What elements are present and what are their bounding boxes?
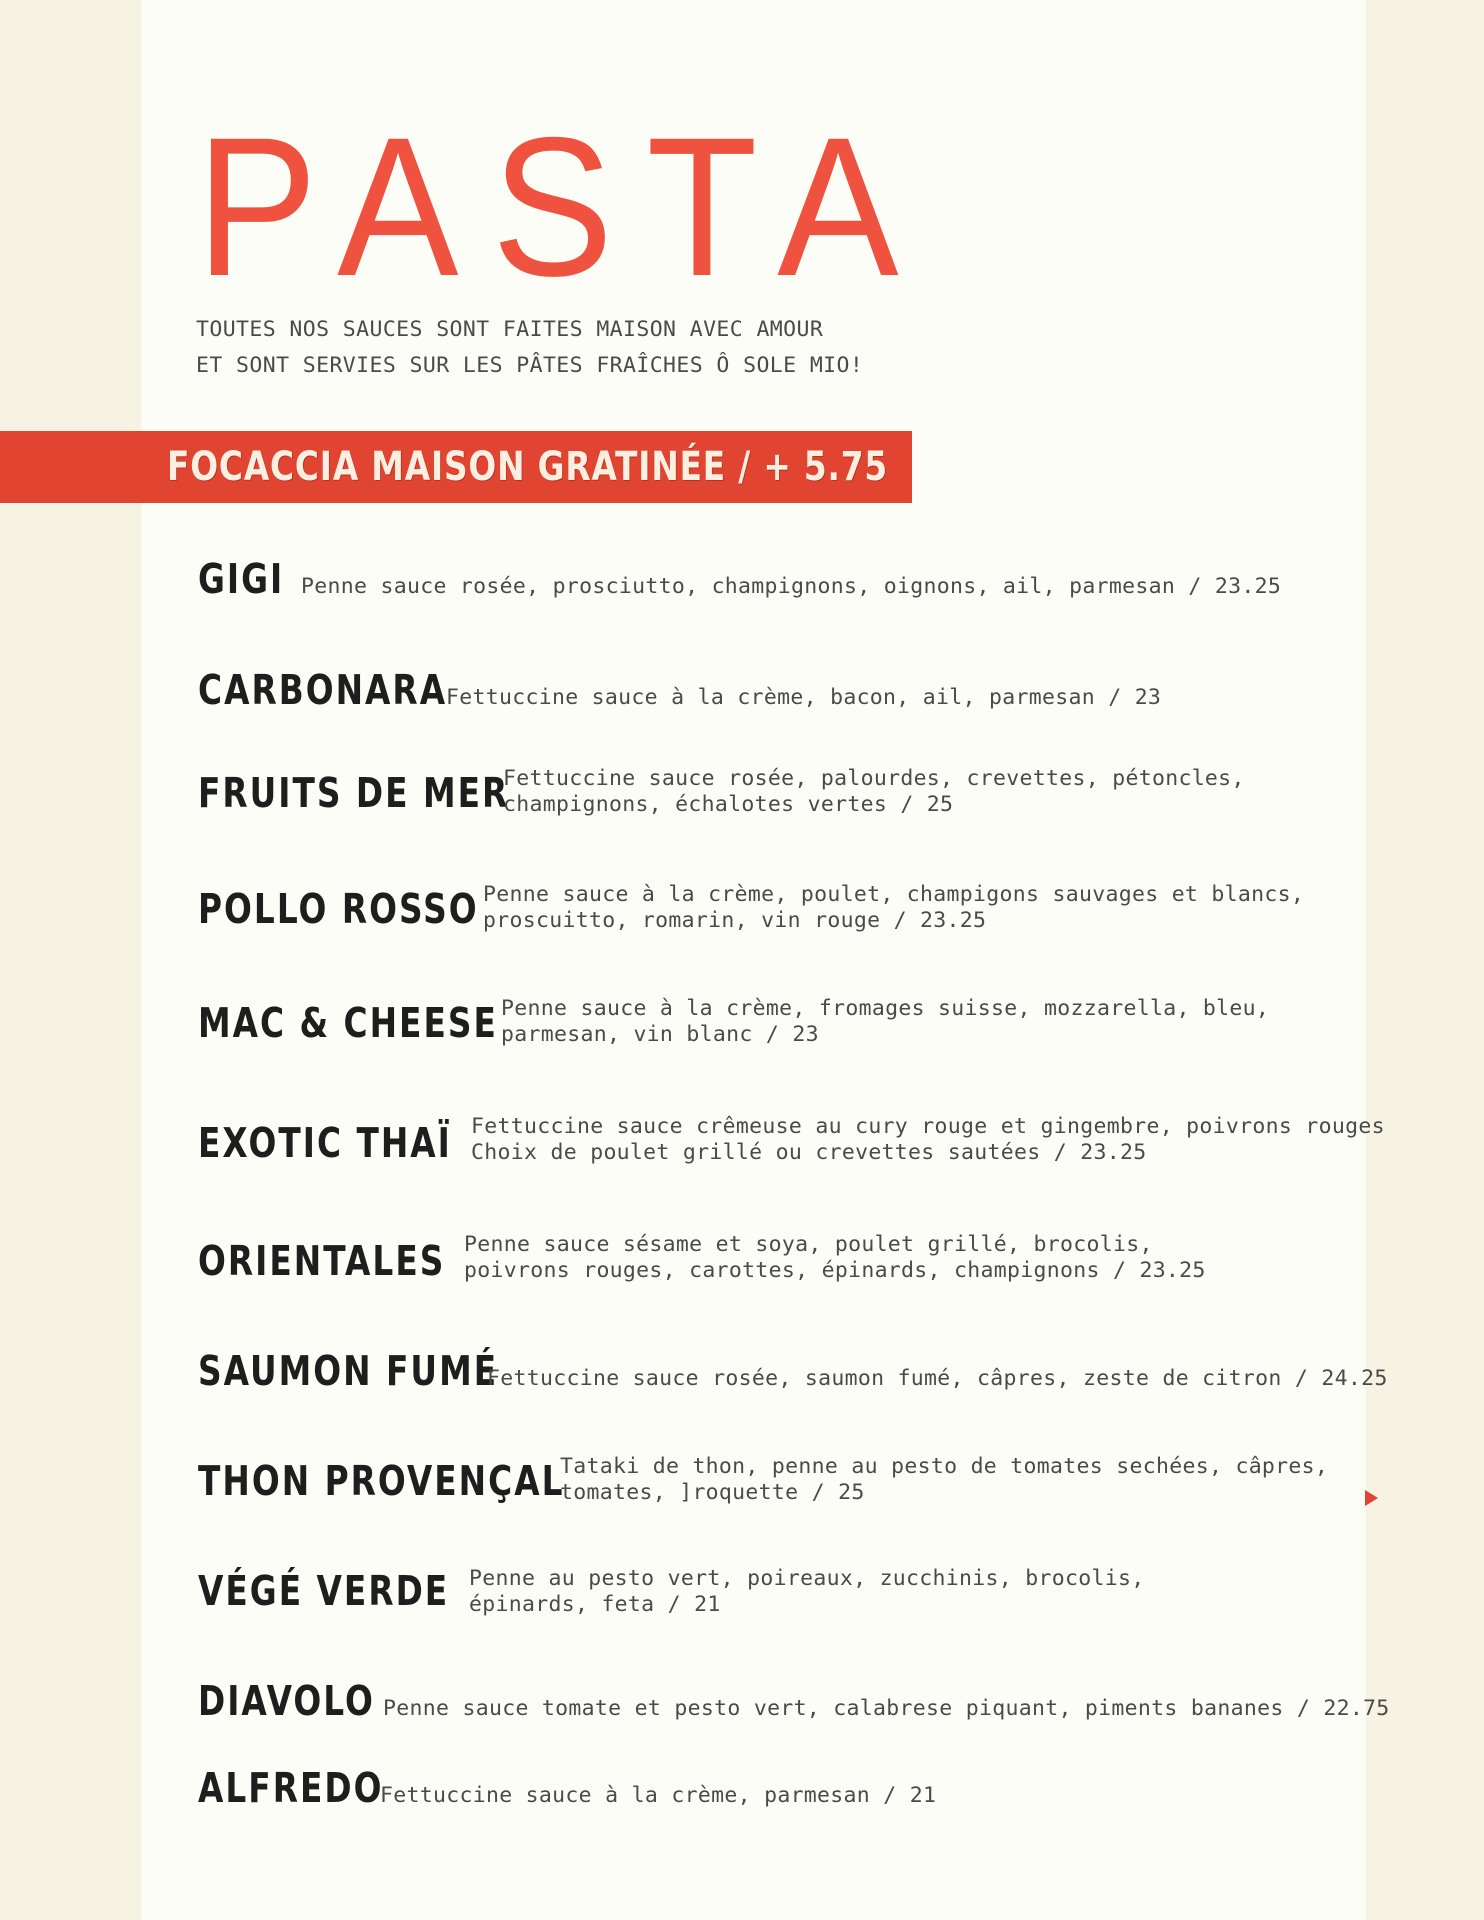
item-name: MAC & CHEESE [198, 999, 498, 1047]
menu-title: PASTA [196, 96, 932, 317]
arrow-right-icon [1365, 1490, 1378, 1506]
item-description: Fettuccine sauce rosée, palourdes, crevettes, pétoncles, champignons, échalotes vertes / 25 [503, 766, 1245, 817]
menu-subtitle [196, 312, 863, 384]
item-description: Penne sauce tomate et pesto vert, calabrese piquant, piments bananes / 22.75 [383, 1696, 1390, 1721]
subtitle-line: ET SONT SERVIES SUR LES PÂTES FRAÎCHES Ô SOLE MIO! [196, 353, 864, 378]
item-name: GIGI [198, 555, 285, 603]
item-description: Fettuccine sauce à la crème, parmesan / 21 [380, 1783, 937, 1808]
item-description: Penne sauce à la crème, poulet, champigons sauvages et blancs, proscuitto, romarin, vin rouge / 23.25 [483, 882, 1305, 933]
item-name: ALFREDO [198, 1764, 384, 1812]
item-name: FRUITS DE MER [198, 769, 510, 817]
item-name: POLLO ROSSO [198, 885, 479, 933]
item-name: EXOTIC THAÏ [198, 1119, 452, 1167]
item-description: Tataki de thon, penne au pesto de tomates sechées, câpres, tomates, ]roquette / 25 [560, 1454, 1329, 1505]
focaccia-banner [0, 431, 912, 503]
item-description: Penne sauce sésame et soya, poulet grillé, brocolis, poivrons rouges, carottes, épinards, champignons / 23.25 [464, 1232, 1206, 1283]
banner-text: FOCACCIA MAISON GRATINÉE / + 5.75 [167, 444, 889, 490]
item-name: VÉGÉ VERDE [198, 1567, 450, 1615]
item-name: ORIENTALES [198, 1237, 446, 1285]
item-description: Penne sauce rosée, prosciutto, champignons, oignons, ail, parmesan / 23.25 [301, 574, 1282, 599]
item-description: Penne sauce à la crème, fromages suisse, mozzarella, bleu, parmesan, vin blanc / 23 [501, 996, 1270, 1047]
item-description: Fettuccine sauce à la crème, bacon, ail, parmesan / 23 [446, 685, 1162, 710]
item-name: THON PROVENÇAL [198, 1457, 565, 1505]
item-name: SAUMON FUMÉ [198, 1347, 499, 1395]
item-description: Fettuccine sauce crêmeuse au cury rouge et gingembre, poivrons rouges Choix de poulet grillé ou crevettes sautées / 23.25 [471, 1114, 1385, 1165]
item-description: Penne au pesto vert, poireaux, zucchinis, brocolis, épinards, feta / 21 [469, 1566, 1145, 1617]
item-description: Fettuccine sauce rosée, saumon fumé, câpres, zeste de citron / 24.25 [487, 1366, 1388, 1391]
item-name: CARBONARA [198, 666, 448, 714]
subtitle-line: TOUTES NOS SAUCES SONT FAITES MAISON AVEC AMOUR [196, 317, 824, 342]
item-name: DIAVOLO [198, 1677, 375, 1725]
